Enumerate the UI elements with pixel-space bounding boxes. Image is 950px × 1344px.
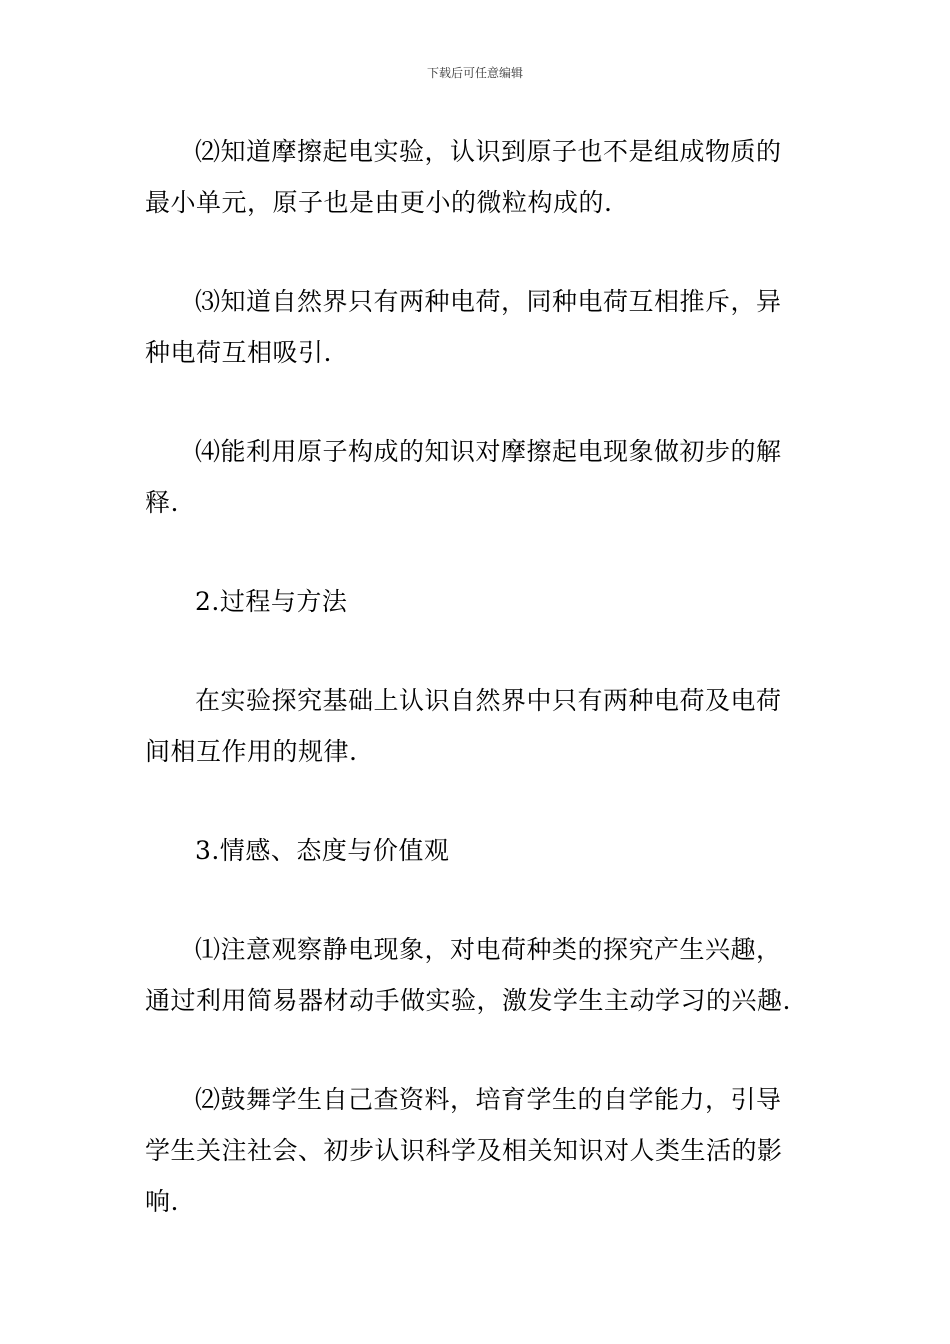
page-header: 下载后可任意编辑: [426, 66, 523, 80]
paragraph-line: ⑵鼓舞学生自己查资料，培育学生的自学能力，引导: [195, 1085, 782, 1114]
paragraph-line: ⑴注意观察静电现象，对电荷种类的探究产生兴趣，: [195, 935, 782, 964]
section-heading-emotion-attitude: [145, 825, 810, 876]
document-body: [145, 126, 810, 1275]
paragraph-objective-4: [145, 426, 810, 528]
paragraph-line: 学生关注社会、初步认识科学及相关知识对人类生活的影: [145, 1136, 783, 1165]
paragraph-emotion-1: [145, 924, 810, 1026]
paragraph-line: 间相互作用的规律.: [145, 737, 358, 766]
paragraph-line: 响.: [145, 1187, 179, 1216]
paragraph-line: 通过利用简易器材动手做实验，激发学生主动学习的兴趣.: [145, 986, 791, 1015]
paragraph-line: ⑷能利用原子构成的知识对摩擦起电现象做初步的解: [195, 437, 782, 466]
paragraph-line: 最小单元，原子也是由更小的微粒构成的.: [145, 188, 613, 217]
paragraph-line: 种电荷互相吸引.: [145, 338, 332, 367]
paragraph-line: 释.: [145, 488, 179, 517]
section-heading-process-method: [145, 576, 810, 627]
paragraph-objective-2: [145, 126, 810, 228]
paragraph-line: ⑶知道自然界只有两种电荷，同种电荷互相推斥，异: [195, 287, 782, 316]
paragraph-process-method: [145, 675, 810, 777]
section-heading: 3.情感、态度与价值观: [195, 836, 450, 865]
section-heading: 2.过程与方法: [195, 587, 348, 616]
paragraph-emotion-2: [145, 1074, 810, 1227]
paragraph-line: ⑵知道摩擦起电实验，认识到原子也不是组成物质的: [195, 137, 782, 166]
paragraph-objective-3: [145, 276, 810, 378]
paragraph-line: 在实验探究基础上认识自然界中只有两种电荷及电荷: [195, 686, 782, 715]
